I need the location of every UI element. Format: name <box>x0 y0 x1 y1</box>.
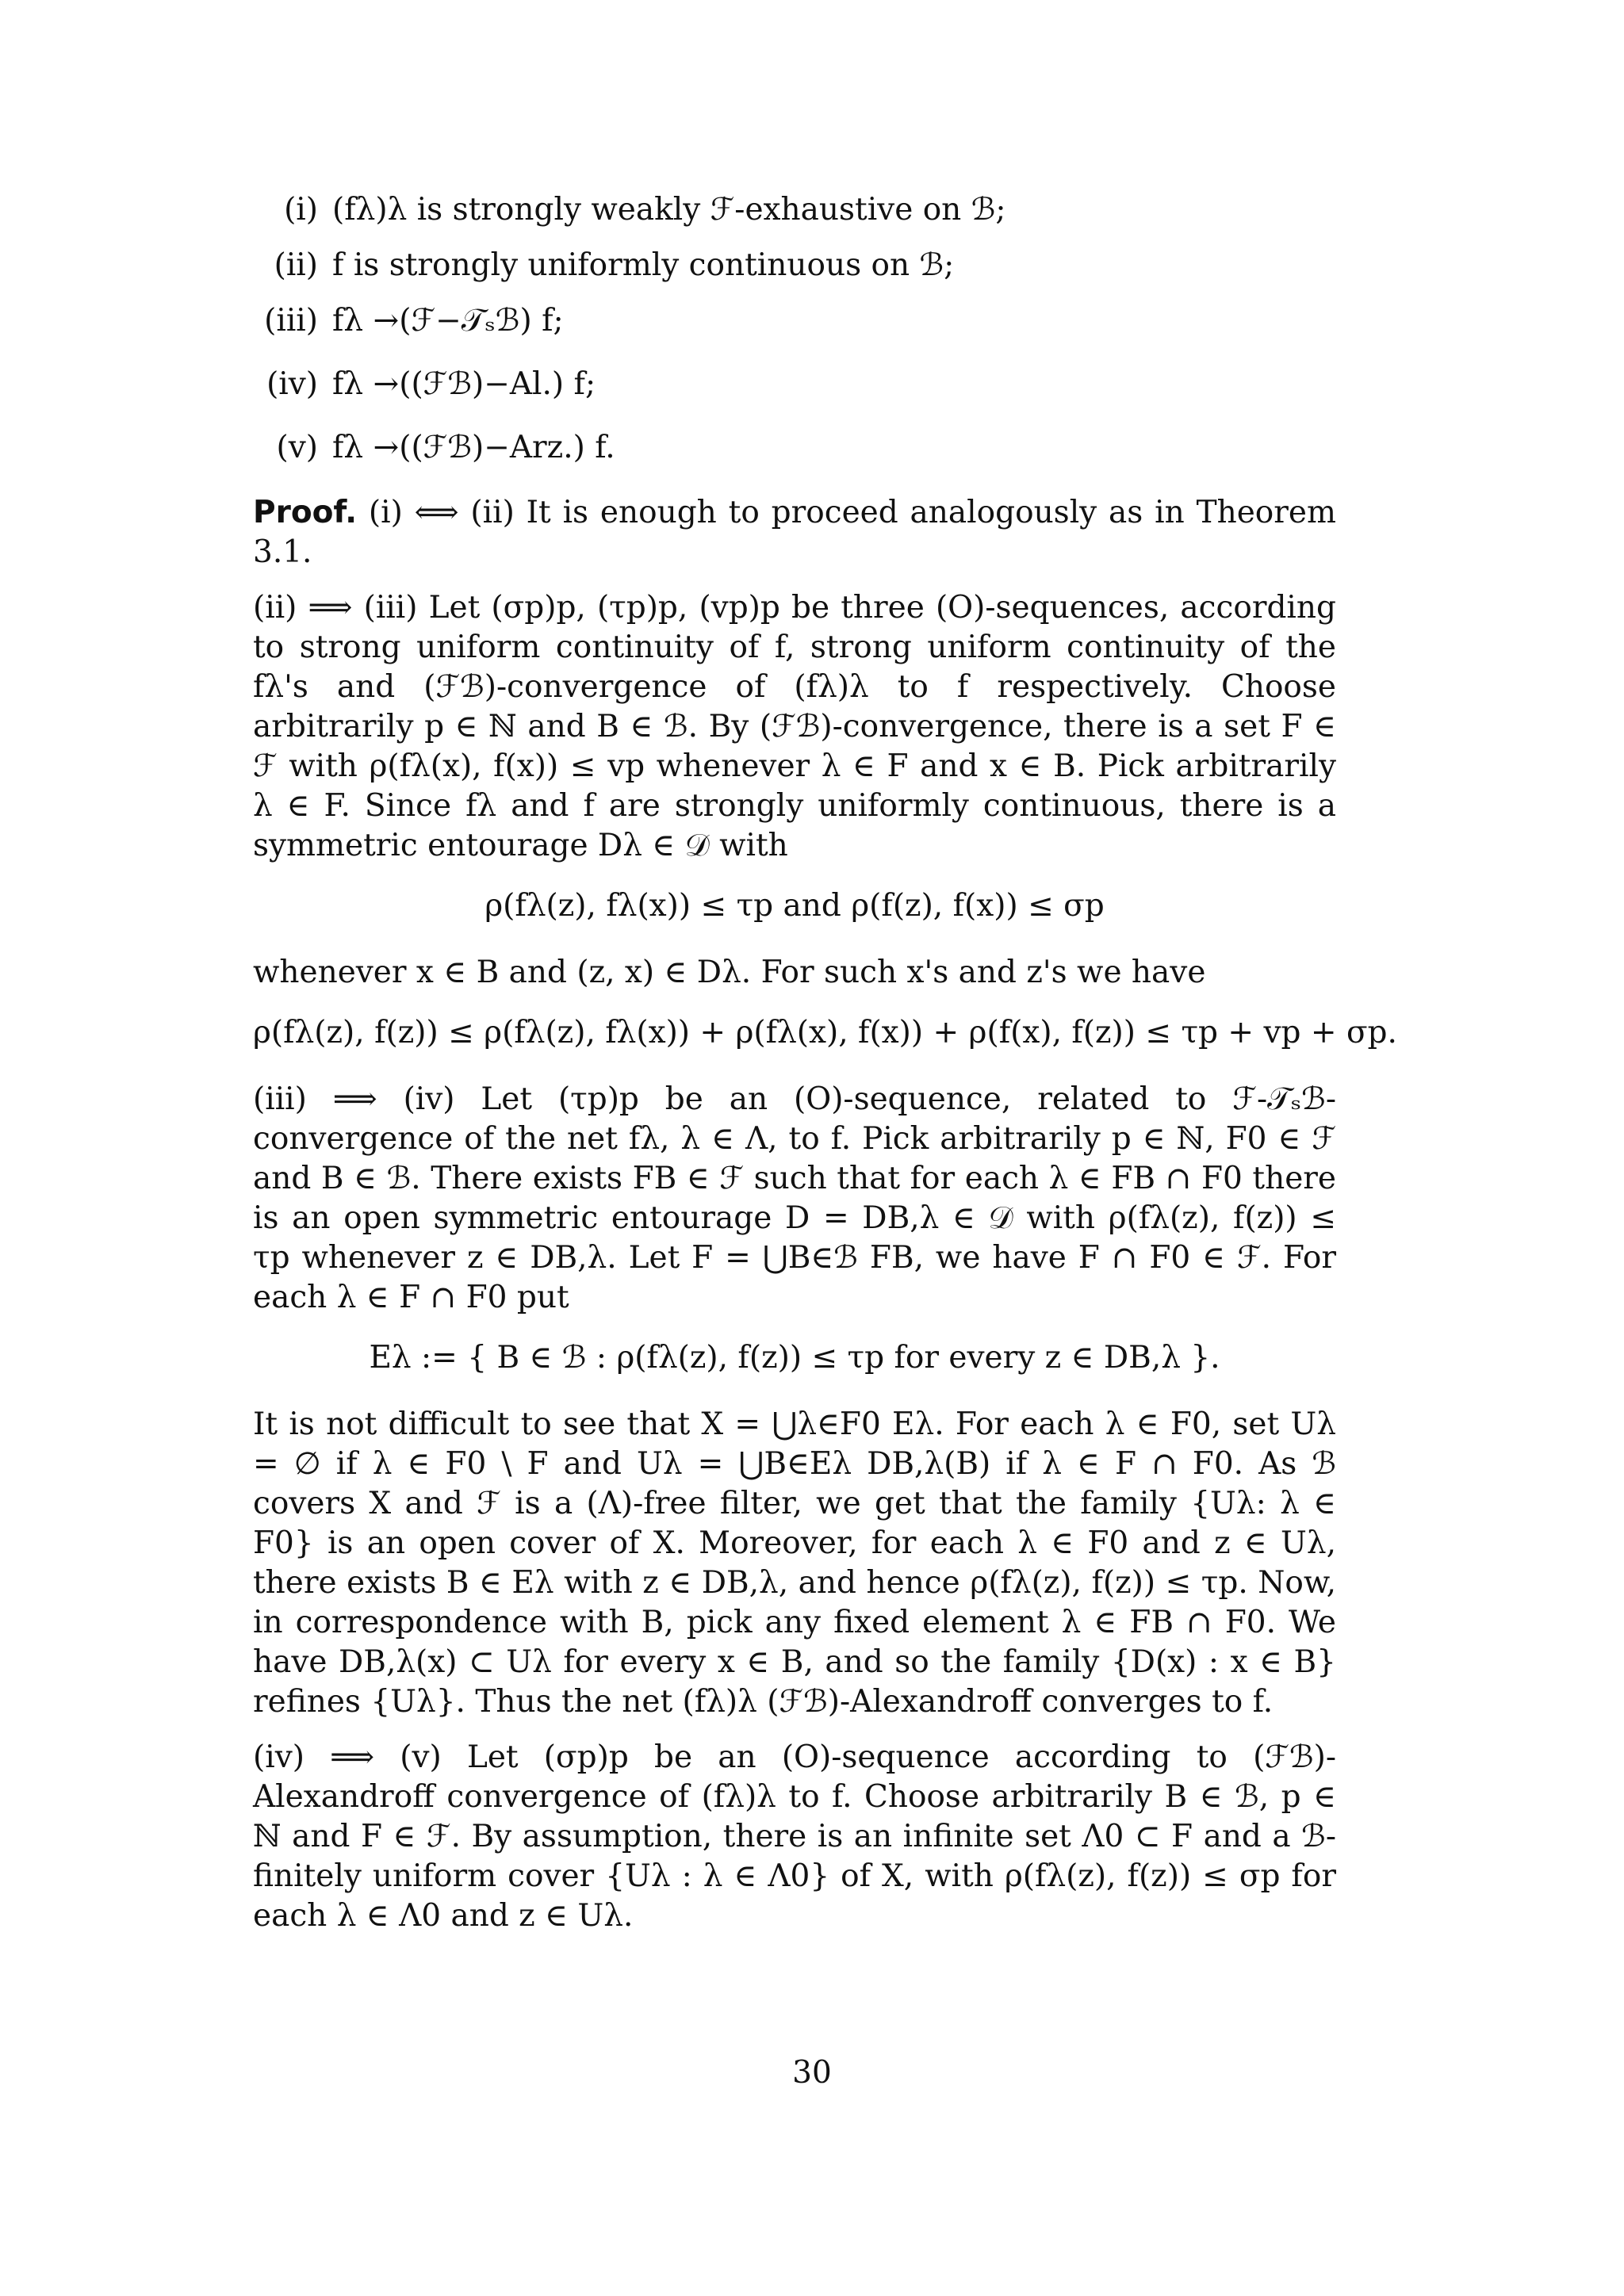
item-number: (v) <box>276 430 318 465</box>
item-text: (fλ)λ is strongly weakly ℱ-exhaustive on ℬ; <box>332 192 1006 228</box>
list-item <box>253 190 1336 246</box>
proof-step-ii-iii: (ii) ⟹ (iii) Let (σp)p, (τp)p, (vp)p be three (O)-sequences, according to strong uniform continuity of f, strong uniform continuity of the fλ's and (ℱℬ)-convergence of (fλ)λ to f respectively. Choose arbitrarily p ∈ ℕ and B ∈ ℬ. By (ℱℬ)-convergence, there is a set F ∈ ℱ with ρ(fλ(x), f(x)) ≤ vp whenever λ ∈ F and x ∈ B. Pick arbitrarily λ ∈ F. Since fλ and f are strongly uniformly continuous, there is a symmetric entourage Dλ ∈ 𝒟 with <box>253 590 1336 863</box>
proof-first-paragraph <box>253 493 1336 572</box>
proof-step-iii-iv: (iii) ⟹ (iv) Let (τp)p be an (O)-sequence, related to ℱ-𝒯ₛℬ-convergence of the net fλ, λ ∈ Λ, to f. Pick arbitrarily p ∈ ℕ, F0 ∈ ℱ and B ∈ ℬ. There exists FB ∈ ℱ such that for each λ ∈ FB ∩ F0 there is an open symmetric entourage D = DB,λ ∈ 𝒟 with ρ(fλ(z), f(z)) ≤ τp whenever z ∈ DB,λ. Let F = ⋃B∈ℬ FB, we have F ∩ F0 ∈ ℱ. For each λ ∈ F ∩ F0 put <box>253 1081 1336 1315</box>
list-item <box>253 365 1336 428</box>
list-item <box>253 301 1336 365</box>
item-number: (iv) <box>266 366 318 402</box>
equivalence-list <box>253 190 1336 492</box>
item-text: f is strongly uniformly continuous on ℬ; <box>332 247 955 283</box>
item-number: (iii) <box>264 303 318 339</box>
display-equation-1: ρ(fλ(z), fλ(x)) ≤ τp and ρ(f(z), f(x)) ≤ σp <box>485 888 1105 924</box>
proof-heading: Proof. <box>253 495 358 530</box>
proof-first-text: (i) ⟺ (ii) It is enough to proceed analogously as in Theorem 3.1. <box>253 495 1336 570</box>
item-text: fλ →((ℱℬ)−Al.) f; <box>332 366 596 402</box>
proof-text-whenever: whenever x ∈ B and (z, x) ∈ Dλ. For such x's and z's we have <box>253 955 1206 990</box>
item-number: (i) <box>284 192 318 228</box>
display-equation-2: ρ(fλ(z), f(z)) ≤ ρ(fλ(z), fλ(x)) + ρ(fλ(x), f(x)) + ρ(f(x), f(z)) ≤ τp + vp + σp. <box>253 1015 1397 1050</box>
item-text: fλ →(ℱ−𝒯ₛℬ) f; <box>332 303 564 339</box>
page-number: 30 <box>792 2055 832 2091</box>
list-item <box>253 246 1336 301</box>
item-text: fλ →((ℱℬ)−Arz.) f. <box>332 430 615 465</box>
display-equation-3: Eλ := { B ∈ ℬ : ρ(fλ(z), f(z)) ≤ τp for every z ∈ DB,λ }. <box>369 1340 1220 1376</box>
list-item <box>253 428 1336 492</box>
proof-text-cover: It is not difficult to see that X = ⋃λ∈F0 Eλ. For each λ ∈ F0, set Uλ = ∅ if λ ∈ F0 \ F and Uλ = ⋃B∈Eλ DB,λ(B) if λ ∈ F ∩ F0. As ℬ covers X and ℱ is a (Λ)-free filter, we get that the family {Uλ: λ ∈ F0} is an open cover of X. Moreover, for each λ ∈ F0 and z ∈ Uλ, there exists B ∈ Eλ with z ∈ DB,λ, and hence ρ(fλ(z), f(z)) ≤ τp. Now, in correspondence with B, pick any fixed element λ ∈ FB ∩ F0. We have DB,λ(x) ⊂ Uλ for every x ∈ B, and so the family {D(x) : x ∈ B} refines {Uλ}. Thus the net (fλ)λ (ℱℬ)-Alexandroff converges to f. <box>253 1406 1336 1720</box>
proof-step-iv-v: (iv) ⟹ (v) Let (σp)p be an (O)-sequence according to (ℱℬ)-Alexandroff convergence of (fλ)λ to f. Choose arbitrarily B ∈ ℬ, p ∈ ℕ and F ∈ ℱ. By assumption, there is an infinite set Λ0 ⊂ F and a ℬ-finitely uniform cover {Uλ : λ ∈ Λ0} of X, with ρ(fλ(z), f(z)) ≤ σp for each λ ∈ Λ0 and z ∈ Uλ. <box>253 1739 1336 1934</box>
page-body <box>253 190 1397 1952</box>
item-number: (ii) <box>274 247 318 283</box>
